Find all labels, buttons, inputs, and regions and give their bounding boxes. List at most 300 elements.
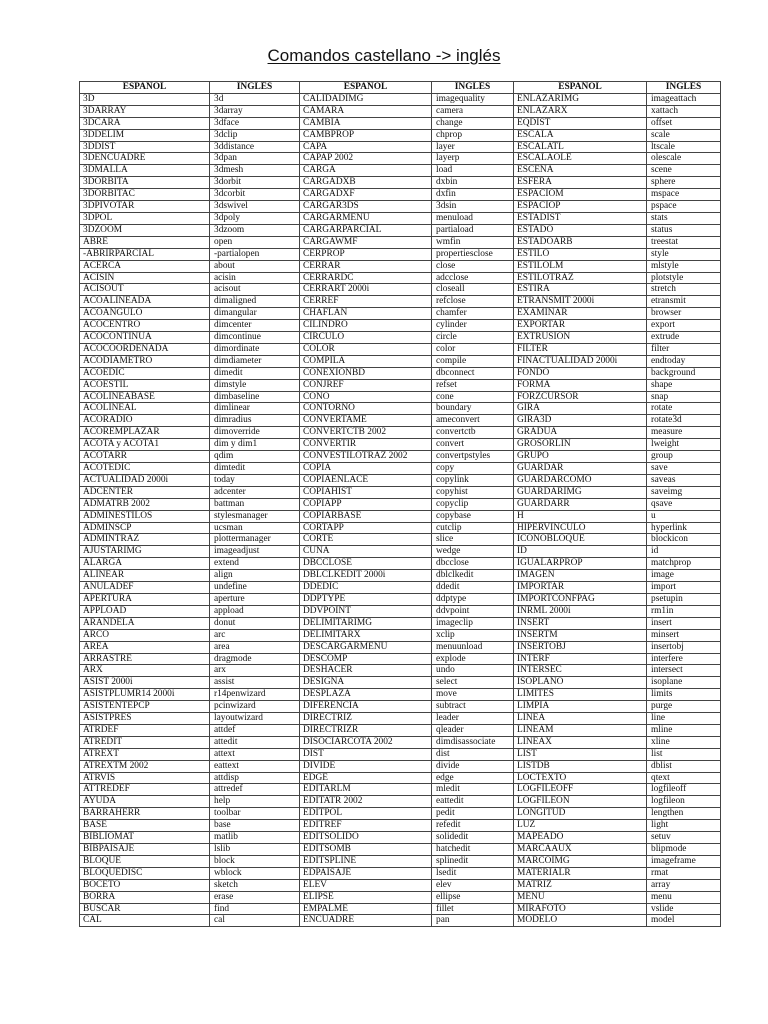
cell-ingles-3: export <box>647 320 721 332</box>
table-row <box>80 177 721 189</box>
cell-ingles-1: 3dzoom <box>210 224 300 236</box>
cell-ingles-1: toolbar <box>210 808 300 820</box>
cell-espanol-3: ICONOBLOQUE <box>514 534 647 546</box>
cell-espanol-1: 3DMALLA <box>80 165 210 177</box>
cell-espanol-1: 3DÓRBITA <box>80 177 210 189</box>
cell-ingles-3: logfileon <box>647 796 721 808</box>
cell-ingles-3: measure <box>647 427 721 439</box>
cell-espanol-3: LÍNEAX <box>514 736 647 748</box>
cell-espanol-3: ESCALAOLE <box>514 153 647 165</box>
cell-espanol-2: COPIAPP <box>300 498 432 510</box>
cell-ingles-2: cutclip <box>432 522 514 534</box>
cell-ingles-1: sketch <box>210 879 300 891</box>
cell-espanol-3: H <box>514 510 647 522</box>
cell-ingles-1: 3dorbit <box>210 177 300 189</box>
cell-espanol-3: MODELO <box>514 915 647 927</box>
cell-espanol-3: HIPERVÍNCULO <box>514 522 647 534</box>
table-row <box>80 820 721 832</box>
cell-ingles-3: dblist <box>647 760 721 772</box>
cell-espanol-2: CORTAPP <box>300 522 432 534</box>
cell-ingles-2: imagequality <box>432 93 514 105</box>
cell-ingles-2: ameconvert <box>432 415 514 427</box>
cell-espanol-1: ACORADIO <box>80 415 210 427</box>
cell-ingles-1: dimaligned <box>210 296 300 308</box>
cell-ingles-2: ellipse <box>432 891 514 903</box>
cell-espanol-3: LONGITUD <box>514 808 647 820</box>
cell-ingles-2: color <box>432 343 514 355</box>
cell-espanol-3: INSERT <box>514 617 647 629</box>
cell-ingles-1: dimordinate <box>210 343 300 355</box>
cell-ingles-1: dimtedit <box>210 463 300 475</box>
cell-ingles-2: eattedit <box>432 796 514 808</box>
table-row <box>80 605 721 617</box>
cell-espanol-2: CAMBIA <box>300 117 432 129</box>
table-row <box>80 653 721 665</box>
cell-ingles-1: arx <box>210 665 300 677</box>
cell-ingles-2: fillet <box>432 903 514 915</box>
cell-ingles-2: cone <box>432 391 514 403</box>
cell-ingles-3: style <box>647 248 721 260</box>
cell-espanol-1: BLOQUEDISC <box>80 867 210 879</box>
cell-espanol-1: ACOÁNGULO <box>80 308 210 320</box>
cell-ingles-3: filter <box>647 343 721 355</box>
cell-espanol-3: ESPACIOP <box>514 201 647 213</box>
cell-espanol-1: ARANDELA <box>80 617 210 629</box>
cell-espanol-2: DIVIDE <box>300 760 432 772</box>
cell-espanol-1: AYUDA <box>80 796 210 808</box>
cell-espanol-1: ADMINSCP <box>80 522 210 534</box>
table-row <box>80 332 721 344</box>
cell-espanol-1: ATREXTM 2002 <box>80 760 210 772</box>
cell-espanol-3: ENLAZARX <box>514 105 647 117</box>
cell-espanol-2: CÍRCULO <box>300 332 432 344</box>
cell-espanol-3: GIRA3D <box>514 415 647 427</box>
cell-ingles-2: elev <box>432 879 514 891</box>
cell-espanol-2: CAMBPROP <box>300 129 432 141</box>
cell-ingles-1: 3dface <box>210 117 300 129</box>
cell-espanol-1: BIBPAISAJE <box>80 844 210 856</box>
table-row <box>80 236 721 248</box>
table-row <box>80 105 721 117</box>
cell-espanol-1: ALARGA <box>80 558 210 570</box>
table-row <box>80 844 721 856</box>
cell-espanol-3: GUARDARCOMO <box>514 474 647 486</box>
cell-ingles-3: mline <box>647 724 721 736</box>
cell-ingles-1: aperture <box>210 593 300 605</box>
table-row <box>80 272 721 284</box>
cell-espanol-3: ESTADOARB <box>514 236 647 248</box>
cell-ingles-1: arc <box>210 629 300 641</box>
cell-espanol-2: ENCUADRE <box>300 915 432 927</box>
cell-ingles-3: vslide <box>647 903 721 915</box>
cell-ingles-2: camera <box>432 105 514 117</box>
cell-espanol-2: CAPAP 2002 <box>300 153 432 165</box>
cell-espanol-3: GUARDAR <box>514 463 647 475</box>
cell-espanol-2: CARGAR3DS <box>300 201 432 213</box>
cell-espanol-1: ACOLINEAL <box>80 403 210 415</box>
header-espanol-1: ESPAÑOL <box>80 82 210 94</box>
table-row <box>80 260 721 272</box>
cell-ingles-3: minsert <box>647 629 721 641</box>
cell-ingles-2: chprop <box>432 129 514 141</box>
cell-espanol-2: CONJREF <box>300 379 432 391</box>
cell-espanol-3: MARCOIMG <box>514 855 647 867</box>
cell-espanol-1: BARRAHERR <box>80 808 210 820</box>
cell-espanol-1: ACOTA y ACOTA1 <box>80 439 210 451</box>
cell-espanol-2: EDITPOL <box>300 808 432 820</box>
cell-espanol-2: CALIDADIMG <box>300 93 432 105</box>
cell-ingles-2: convert <box>432 439 514 451</box>
cell-ingles-1: area <box>210 641 300 653</box>
cell-ingles-3: id <box>647 546 721 558</box>
table-row <box>80 117 721 129</box>
cell-espanol-3: ESTILO <box>514 248 647 260</box>
cell-espanol-2: CARGA <box>300 165 432 177</box>
cell-espanol-3: ESCALA <box>514 129 647 141</box>
cell-espanol-3: LUZ <box>514 820 647 832</box>
cell-espanol-3: IMPORTCONFPAG <box>514 593 647 605</box>
cell-espanol-1: ARX <box>80 665 210 677</box>
cell-ingles-3: xattach <box>647 105 721 117</box>
cell-ingles-1: eattext <box>210 760 300 772</box>
cell-espanol-1: BLOQUE <box>80 855 210 867</box>
cell-espanol-2: DIST <box>300 748 432 760</box>
cell-ingles-1: dimcontinue <box>210 332 300 344</box>
cell-espanol-3: INSERTM <box>514 629 647 641</box>
cell-ingles-2: dxbin <box>432 177 514 189</box>
table-row <box>80 367 721 379</box>
cell-ingles-1: qdim <box>210 451 300 463</box>
cell-ingles-1: 3dswivel <box>210 201 300 213</box>
cell-espanol-3: LISTDB <box>514 760 647 772</box>
cell-ingles-2: dbcclose <box>432 558 514 570</box>
cell-espanol-3: ESPACIOM <box>514 189 647 201</box>
table-row <box>80 891 721 903</box>
cell-ingles-2: menuunload <box>432 641 514 653</box>
table-row <box>80 582 721 594</box>
cell-ingles-3: lweight <box>647 439 721 451</box>
cell-ingles-3: group <box>647 451 721 463</box>
cell-ingles-3: rm1in <box>647 605 721 617</box>
table-row <box>80 772 721 784</box>
cell-ingles-1: base <box>210 820 300 832</box>
cell-espanol-1: ADMATRB 2002 <box>80 498 210 510</box>
cell-espanol-1: APERTURA <box>80 593 210 605</box>
cell-espanol-1: ARRASTRE <box>80 653 210 665</box>
cell-ingles-2: wedge <box>432 546 514 558</box>
table-row <box>80 248 721 260</box>
cell-ingles-1: dragmode <box>210 653 300 665</box>
cell-espanol-2: DIFERENCIA <box>300 701 432 713</box>
cell-ingles-2: ddvpoint <box>432 605 514 617</box>
cell-ingles-3: saveimg <box>647 486 721 498</box>
cell-espanol-3: ID <box>514 546 647 558</box>
cell-ingles-1: attedit <box>210 736 300 748</box>
table-body <box>80 93 721 926</box>
cell-ingles-3: extrude <box>647 332 721 344</box>
cell-ingles-2: qleader <box>432 724 514 736</box>
cell-espanol-1: 3DCARA <box>80 117 210 129</box>
cell-espanol-2: CARGARPARCIAL <box>300 224 432 236</box>
cell-ingles-2: copy <box>432 463 514 475</box>
cell-espanol-1: ASISTPRES <box>80 713 210 725</box>
cell-espanol-3: INTERSEC <box>514 665 647 677</box>
cell-espanol-2: CARGAWMF <box>300 236 432 248</box>
cell-ingles-2: layer <box>432 141 514 153</box>
cell-ingles-2: close <box>432 260 514 272</box>
table-row <box>80 665 721 677</box>
table-row <box>80 736 721 748</box>
cell-espanol-3: ESCALATL <box>514 141 647 153</box>
cell-ingles-1: battman <box>210 498 300 510</box>
cell-espanol-2: CONVERTAME <box>300 415 432 427</box>
cell-espanol-2: CONVERTCTB 2002 <box>300 427 432 439</box>
cell-espanol-1: 3DPOL <box>80 212 210 224</box>
cell-ingles-3: treestat <box>647 236 721 248</box>
cell-ingles-3: image <box>647 570 721 582</box>
cell-espanol-3: FILTER <box>514 343 647 355</box>
cell-ingles-2: lsedit <box>432 867 514 879</box>
cell-ingles-3: lengthen <box>647 808 721 820</box>
cell-ingles-3: purge <box>647 701 721 713</box>
cell-espanol-1: CAL <box>80 915 210 927</box>
cell-ingles-1: donut <box>210 617 300 629</box>
cell-espanol-1: ATREDIT <box>80 736 210 748</box>
cell-ingles-2: dxfin <box>432 189 514 201</box>
cell-ingles-2: menuload <box>432 212 514 224</box>
cell-espanol-2: EDITSÓLIDO <box>300 832 432 844</box>
cell-espanol-1: 3DÓRBITAC <box>80 189 210 201</box>
cell-espanol-1: ARCO <box>80 629 210 641</box>
table-row <box>80 498 721 510</box>
table-row <box>80 701 721 713</box>
table-row <box>80 760 721 772</box>
cell-espanol-1: ACOREMPLAZAR <box>80 427 210 439</box>
table-row <box>80 510 721 522</box>
cell-ingles-1: help <box>210 796 300 808</box>
cell-espanol-1: ACOLINEABASE <box>80 391 210 403</box>
table-row <box>80 93 721 105</box>
cell-espanol-2: EDGE <box>300 772 432 784</box>
cell-espanol-2: CARGADXF <box>300 189 432 201</box>
cell-espanol-3: ESFERA <box>514 177 647 189</box>
cell-espanol-3: MATERIALR <box>514 867 647 879</box>
cell-espanol-1: ADMINESTILOS <box>80 510 210 522</box>
cell-ingles-3: interfere <box>647 653 721 665</box>
cell-espanol-2: COMPILA <box>300 355 432 367</box>
cell-ingles-2: copyhist <box>432 486 514 498</box>
cell-ingles-3: isoplane <box>647 677 721 689</box>
table-row <box>80 379 721 391</box>
cell-ingles-1: stylesmanager <box>210 510 300 522</box>
cell-espanol-2: EDITSOMB <box>300 844 432 856</box>
cell-espanol-3: LIST <box>514 748 647 760</box>
table-row <box>80 808 721 820</box>
table-row <box>80 677 721 689</box>
cell-espanol-2: EDPAISAJE <box>300 867 432 879</box>
cell-ingles-3: qtext <box>647 772 721 784</box>
table-row <box>80 546 721 558</box>
cell-espanol-2: CERRART 2000i <box>300 284 432 296</box>
cell-ingles-2: divide <box>432 760 514 772</box>
cell-espanol-3: EXTRUSIÓN <box>514 332 647 344</box>
cell-ingles-1: r14penwizard <box>210 689 300 701</box>
cell-espanol-3: LÍNEA <box>514 713 647 725</box>
table-row <box>80 415 721 427</box>
cell-espanol-3: INSERTOBJ <box>514 641 647 653</box>
cell-espanol-3: FINACTUALIDAD 2000i <box>514 355 647 367</box>
cell-ingles-3: insert <box>647 617 721 629</box>
cell-ingles-3: psetupin <box>647 593 721 605</box>
cell-espanol-3: FORMA <box>514 379 647 391</box>
cell-ingles-3: scene <box>647 165 721 177</box>
table-row <box>80 474 721 486</box>
cell-ingles-2: pedit <box>432 808 514 820</box>
cell-ingles-1: dimlinear <box>210 403 300 415</box>
cell-ingles-2: refset <box>432 379 514 391</box>
cell-ingles-3: u <box>647 510 721 522</box>
cell-espanol-2: ELEV <box>300 879 432 891</box>
cell-espanol-2: COPIA <box>300 463 432 475</box>
cell-espanol-2: DIRECTRIZ <box>300 713 432 725</box>
cell-espanol-3: LÍMITES <box>514 689 647 701</box>
cell-espanol-2: DDVPOINT <box>300 605 432 617</box>
cell-ingles-2: imageclip <box>432 617 514 629</box>
cell-ingles-2: adcclose <box>432 272 514 284</box>
cell-espanol-1: ABRE <box>80 236 210 248</box>
cell-espanol-3: FORZCURSOR <box>514 391 647 403</box>
table-header-row <box>80 82 721 94</box>
cell-espanol-3: ESTIRA <box>514 284 647 296</box>
cell-ingles-3: rmat <box>647 867 721 879</box>
cell-espanol-1: ACOCONTINUA <box>80 332 210 344</box>
cell-ingles-2: splinedit <box>432 855 514 867</box>
table-row <box>80 451 721 463</box>
cell-ingles-2: compile <box>432 355 514 367</box>
cell-espanol-3: GRUPO <box>514 451 647 463</box>
cell-espanol-2: CERREF <box>300 296 432 308</box>
cell-ingles-3: rotate3d <box>647 415 721 427</box>
cell-espanol-2: DISOCIARCOTA 2002 <box>300 736 432 748</box>
cell-espanol-3: MIRAFOTO <box>514 903 647 915</box>
cell-espanol-2: DDEDIC <box>300 582 432 594</box>
cell-espanol-2: CAPA <box>300 141 432 153</box>
cell-espanol-3: LOCTEXTO <box>514 772 647 784</box>
cell-espanol-3: LINEAM <box>514 724 647 736</box>
cell-espanol-1: -ABRIRPARCIAL <box>80 248 210 260</box>
table-row <box>80 463 721 475</box>
cell-ingles-2: convertpstyles <box>432 451 514 463</box>
cell-ingles-1: dimstyle <box>210 379 300 391</box>
cell-ingles-3: background <box>647 367 721 379</box>
cell-espanol-1: ACOEDIC <box>80 367 210 379</box>
cell-ingles-2: subtract <box>432 701 514 713</box>
cell-espanol-3: INTERF <box>514 653 647 665</box>
cell-ingles-2: leader <box>432 713 514 725</box>
cell-espanol-1: ATREXT <box>80 748 210 760</box>
cell-ingles-2: circle <box>432 332 514 344</box>
cell-ingles-3: offset <box>647 117 721 129</box>
cell-ingles-1: wblock <box>210 867 300 879</box>
cell-ingles-3: blockicon <box>647 534 721 546</box>
cell-ingles-2: edge <box>432 772 514 784</box>
table-row <box>80 915 721 927</box>
cell-espanol-2: CONEXIÓNBD <box>300 367 432 379</box>
cell-ingles-1: dimbaseline <box>210 391 300 403</box>
cell-espanol-2: EMPALME <box>300 903 432 915</box>
cell-ingles-2: hatchedit <box>432 844 514 856</box>
cell-espanol-1: 3DARRAY <box>80 105 210 117</box>
header-espanol-3: ESPAÑOL <box>514 82 647 94</box>
cell-espanol-3: MARCAAUX <box>514 844 647 856</box>
cell-espanol-1: 3DDIST <box>80 141 210 153</box>
cell-espanol-3: EXPORTAR <box>514 320 647 332</box>
cell-espanol-1: ADMINTRAZ <box>80 534 210 546</box>
cell-espanol-3: MENÚ <box>514 891 647 903</box>
cell-ingles-2: propertiesclose <box>432 248 514 260</box>
cell-espanol-3: MATRIZ <box>514 879 647 891</box>
cell-ingles-3: status <box>647 224 721 236</box>
cell-ingles-1: acisin <box>210 272 300 284</box>
cell-ingles-2: solidedit <box>432 832 514 844</box>
cell-espanol-1: ALINEAR <box>80 570 210 582</box>
cell-espanol-2: DESCOMP <box>300 653 432 665</box>
cell-espanol-1: 3DPIVOTAR <box>80 201 210 213</box>
table-row <box>80 641 721 653</box>
cell-espanol-3: ESTADO <box>514 224 647 236</box>
cell-ingles-3: mspace <box>647 189 721 201</box>
cell-ingles-1: 3dpan <box>210 153 300 165</box>
table-row <box>80 486 721 498</box>
cell-espanol-2: DESPLAZA <box>300 689 432 701</box>
cell-ingles-1: extend <box>210 558 300 570</box>
cell-ingles-3: logfileoff <box>647 784 721 796</box>
cell-espanol-1: ATRVIS <box>80 772 210 784</box>
cell-espanol-1: AJUSTARIMG <box>80 546 210 558</box>
cell-espanol-3: LIMPIA <box>514 701 647 713</box>
table-row <box>80 558 721 570</box>
cell-ingles-3: saveas <box>647 474 721 486</box>
cell-espanol-1: ACERCA <box>80 260 210 272</box>
cell-ingles-3: limits <box>647 689 721 701</box>
table-row <box>80 391 721 403</box>
table-row <box>80 855 721 867</box>
cell-ingles-1: 3darray <box>210 105 300 117</box>
cell-espanol-3: GIRA <box>514 403 647 415</box>
cell-ingles-3: browser <box>647 308 721 320</box>
cell-espanol-1: ACISOUT <box>80 284 210 296</box>
table-row <box>80 784 721 796</box>
cell-ingles-1: about <box>210 260 300 272</box>
cell-espanol-3: MAPEADO <box>514 832 647 844</box>
cell-espanol-3: IMPORTAR <box>514 582 647 594</box>
cell-espanol-1: ACTUALIDAD 2000i <box>80 474 210 486</box>
table-row <box>80 617 721 629</box>
cell-ingles-1: plottermanager <box>210 534 300 546</box>
cell-ingles-1: align <box>210 570 300 582</box>
cell-espanol-1: ACOALINEADA <box>80 296 210 308</box>
cell-ingles-2: cylinder <box>432 320 514 332</box>
cell-ingles-3: snap <box>647 391 721 403</box>
cell-espanol-1: ANULADEF <box>80 582 210 594</box>
table-row <box>80 165 721 177</box>
cell-espanol-1: ASIST 2000i <box>80 677 210 689</box>
cell-espanol-2: DBCCLOSE <box>300 558 432 570</box>
table-row <box>80 296 721 308</box>
table-row <box>80 522 721 534</box>
cell-ingles-3: save <box>647 463 721 475</box>
cell-ingles-3: mlstyle <box>647 260 721 272</box>
